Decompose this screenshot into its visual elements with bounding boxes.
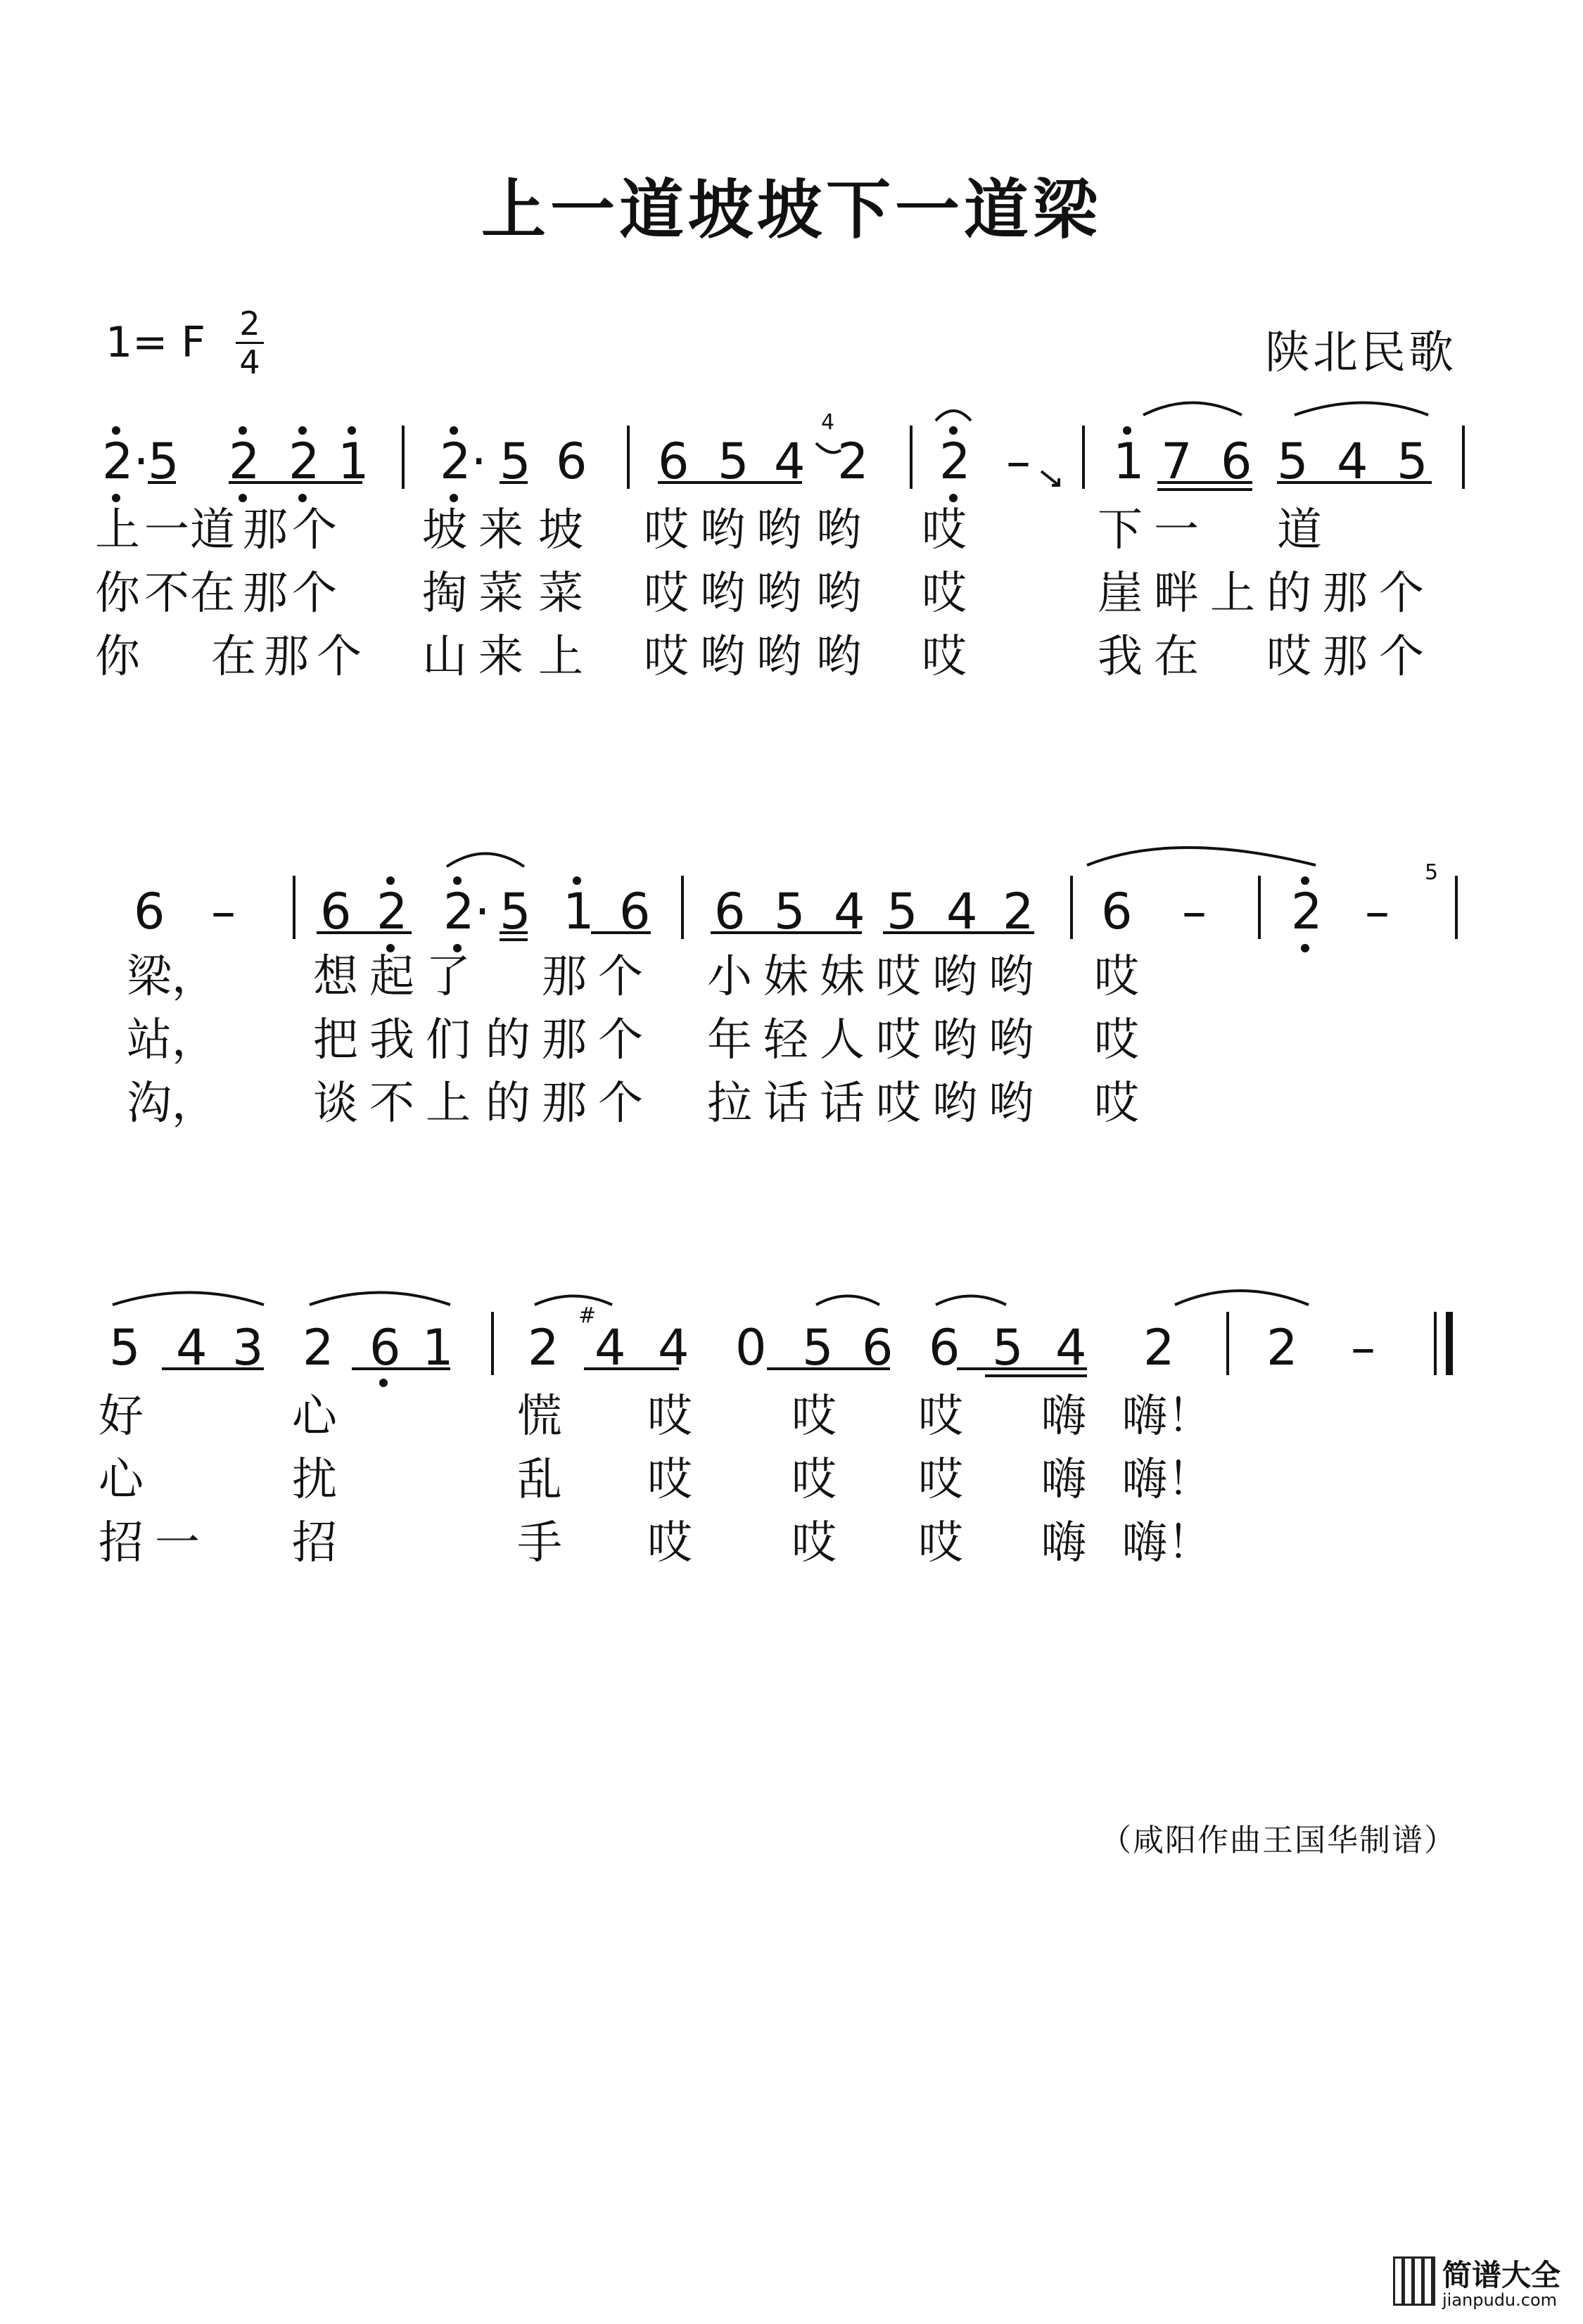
note: 6 <box>134 883 165 940</box>
lyric: 哟 <box>816 631 861 683</box>
lyric: 上 <box>538 631 583 683</box>
note: 5 <box>802 1319 834 1377</box>
lyric: 上 <box>1210 568 1255 620</box>
lyric: 个 <box>317 631 362 683</box>
lyric: 的 <box>485 1078 530 1130</box>
slur <box>1143 403 1242 416</box>
brand-watermark <box>1393 2252 1569 2316</box>
lyric: 在 <box>190 568 235 620</box>
lyric: 哟 <box>756 568 801 620</box>
lyric: 手 <box>517 1517 562 1569</box>
lyric: 哎 <box>922 504 967 556</box>
note: 4 <box>595 1319 626 1377</box>
lyric: 哎 <box>918 1454 963 1506</box>
note: 5 <box>718 433 749 490</box>
note: 4 <box>176 1319 208 1377</box>
slur <box>1295 403 1428 416</box>
note: 4 <box>774 433 806 490</box>
lyric: 哎 <box>792 1517 837 1569</box>
lyric: 哎 <box>792 1454 837 1506</box>
lyric: 拉 <box>707 1078 752 1130</box>
note: 2 <box>303 1319 334 1377</box>
note: 2 <box>837 433 869 490</box>
note: 2· <box>102 433 149 490</box>
note: 7 <box>1161 433 1193 490</box>
lyric: 畔 <box>1154 568 1199 620</box>
lyric: 哎 <box>876 951 921 1003</box>
lyric: 哎 <box>1094 951 1139 1003</box>
lyric: 招 <box>292 1517 337 1569</box>
lyric: 不 <box>369 1078 414 1130</box>
lyric: 菜 <box>538 568 583 620</box>
brand-url: jianpudu.com <box>1442 2290 1558 2310</box>
lyric: 了 <box>426 951 471 1003</box>
slur <box>936 1296 1006 1305</box>
lyric: 站， <box>127 1014 217 1066</box>
lyric: 沟， <box>127 1078 217 1130</box>
note: 4 <box>658 1319 689 1377</box>
note: 6 <box>714 883 746 940</box>
lyric: 哟 <box>756 504 801 556</box>
system2-lyrics <box>127 951 1139 1130</box>
lyric: 嗨 <box>1041 1517 1086 1569</box>
slur <box>310 1293 450 1305</box>
lyric: 个 <box>1379 631 1424 683</box>
lyric: 那 <box>542 951 587 1003</box>
lyric: 在 <box>1154 631 1199 683</box>
note: 6 <box>1101 883 1133 940</box>
note: 6 <box>1221 433 1252 490</box>
note: 6 <box>658 433 689 490</box>
slur <box>535 1296 612 1305</box>
system3-notes <box>109 1319 1375 1377</box>
lyric: 哟 <box>988 1078 1034 1130</box>
lyric: 哎 <box>922 568 967 620</box>
lyric: 我 <box>1098 631 1143 683</box>
lyric: 们 <box>426 1014 471 1066</box>
composer: 陕北民歌 <box>1265 327 1456 379</box>
lyric: 把 <box>313 1014 358 1066</box>
sharp-sign: # <box>578 1303 597 1328</box>
lyric: 道 <box>1277 504 1322 556</box>
lyric: 哎 <box>1266 631 1311 683</box>
note: 4 <box>834 883 865 940</box>
lyric: 掏 <box>422 568 467 620</box>
song-title: 上一道坡坡下一道梁 <box>481 172 1102 248</box>
lyric: 嗨！ <box>1122 1391 1212 1443</box>
slur <box>1087 848 1316 865</box>
note: 5 <box>500 883 531 940</box>
note: 6 <box>619 883 651 940</box>
lyric: 个 <box>1379 568 1424 620</box>
note: 5 <box>109 1319 141 1377</box>
note: 2· <box>443 883 490 940</box>
lyric: 扰 <box>292 1454 337 1506</box>
lyric: 妹 <box>820 951 865 1003</box>
note: 2 <box>1003 883 1034 940</box>
lyric: 心 <box>292 1391 337 1443</box>
system1-lyrics <box>95 504 1424 683</box>
note: 2 <box>288 433 320 490</box>
lyric: 来 <box>478 504 523 556</box>
lyric: 年 <box>707 1014 752 1066</box>
lyric: 上 <box>95 504 140 556</box>
lyric: 个 <box>292 504 337 556</box>
lyric: 坡 <box>538 504 583 556</box>
lyric: 哎 <box>644 568 689 620</box>
note: 1 <box>422 1319 454 1377</box>
lyric: 哎 <box>918 1391 963 1443</box>
lyric: 哟 <box>988 1014 1034 1066</box>
lyric: 一 <box>144 504 189 556</box>
note: 5 <box>774 883 806 940</box>
lyric: 哟 <box>756 631 801 683</box>
note: 5 <box>148 433 179 490</box>
lyric: 哟 <box>700 631 745 683</box>
lyric: 个 <box>598 1078 643 1130</box>
lyric: 话 <box>820 1078 865 1130</box>
time-signature-top: 2 <box>239 305 260 343</box>
lyric: 山 <box>422 631 467 683</box>
lyric: 哎 <box>1094 1014 1139 1066</box>
lyric: 坡 <box>422 504 467 556</box>
lyric: 那 <box>264 631 309 683</box>
time-signature-bottom: 4 <box>239 343 260 381</box>
note: 2 <box>939 433 971 490</box>
arranger-credit: （咸阳作曲王国华制谱） <box>1100 1822 1456 1858</box>
lyric: 乱 <box>517 1454 562 1506</box>
lyric: 慌 <box>517 1391 562 1443</box>
lyric: 的 <box>485 1014 530 1066</box>
lyric: 哎 <box>644 631 689 683</box>
lyric: 个 <box>292 568 337 620</box>
lyric: 哟 <box>932 1014 977 1066</box>
note: 1 <box>563 883 595 940</box>
lyric: 梁， <box>127 951 217 1003</box>
lyric: 不 <box>144 568 189 620</box>
note: – <box>1365 883 1390 940</box>
lyric: 哟 <box>932 1078 977 1130</box>
lyric: 个 <box>598 951 643 1003</box>
lyric: 起 <box>369 951 414 1003</box>
slur <box>816 1296 879 1305</box>
note: 2 <box>1266 1319 1298 1377</box>
grace-note: 5 <box>1425 860 1439 885</box>
slur <box>447 854 524 867</box>
note: – <box>1006 433 1031 490</box>
lyric: 小 <box>707 951 752 1003</box>
lyric: 一 <box>1154 504 1199 556</box>
lyric: 的 <box>1266 568 1311 620</box>
piano-icon <box>1393 2256 1435 2306</box>
lyric: 招 <box>98 1517 144 1569</box>
note: 1 <box>1113 433 1145 490</box>
lyric: 哎 <box>876 1014 921 1066</box>
note: – <box>1351 1319 1375 1377</box>
lyric: 哎 <box>922 631 967 683</box>
note: 6 <box>862 1319 894 1377</box>
note: 1 <box>338 433 369 490</box>
lyric: 话 <box>763 1078 808 1130</box>
lyric: 哎 <box>647 1517 692 1569</box>
lyric: 那 <box>1323 631 1368 683</box>
lyric: 那 <box>1323 568 1368 620</box>
lyric: 嗨 <box>1041 1454 1086 1506</box>
lyric: 心 <box>98 1454 144 1506</box>
glide-mark <box>1041 471 1059 485</box>
note: 5 <box>886 883 918 940</box>
lyric: 妹 <box>763 951 808 1003</box>
note: 3 <box>232 1319 264 1377</box>
lyric: 崖 <box>1098 568 1143 620</box>
lyric: 哎 <box>876 1078 921 1130</box>
lyric: 我 <box>369 1014 414 1066</box>
note: 6 <box>369 1319 401 1377</box>
lyric: 上 <box>426 1078 471 1130</box>
note: 6 <box>929 1319 960 1377</box>
note: 5 <box>1397 433 1428 490</box>
note: 2 <box>528 1319 559 1377</box>
note: 4 <box>1337 433 1368 490</box>
note: 4 <box>1055 1319 1087 1377</box>
lyric: 嗨 <box>1041 1391 1086 1443</box>
lyric: 想 <box>313 951 358 1003</box>
note: 2· <box>440 433 487 490</box>
note: 2 <box>229 433 260 490</box>
lyric: 哟 <box>816 568 861 620</box>
lyric: 嗨！ <box>1122 1454 1212 1506</box>
lyric: 你 <box>95 631 140 683</box>
key-signature: 1= F <box>106 318 206 367</box>
lyric: 那 <box>243 504 288 556</box>
note: 6 <box>556 433 587 490</box>
note: 2 <box>1291 883 1323 940</box>
note: 2 <box>1143 1319 1175 1377</box>
lyric: 那 <box>243 568 288 620</box>
note: – <box>211 883 236 940</box>
slur <box>1175 1291 1309 1305</box>
brand-name: 简谱大全 <box>1442 2258 1561 2292</box>
note: – <box>1182 883 1207 940</box>
lyric: 哟 <box>988 951 1034 1003</box>
lyric: 哟 <box>700 504 745 556</box>
lyric: 哎 <box>1094 1078 1139 1130</box>
lyric: 谈 <box>313 1078 358 1130</box>
lyric: 哎 <box>644 504 689 556</box>
lyric: 你 <box>95 568 140 620</box>
lyric: 一 <box>155 1517 200 1569</box>
system3-lyrics <box>98 1391 1212 1569</box>
lyric: 在 <box>211 631 256 683</box>
note: 5 <box>500 433 531 490</box>
lyric: 嗨！ <box>1122 1517 1212 1569</box>
grace-note: 4 <box>821 410 835 435</box>
lyric: 轻 <box>763 1014 808 1066</box>
note: 5 <box>1277 433 1309 490</box>
note: 4 <box>946 883 978 940</box>
slur <box>113 1293 264 1305</box>
fermata <box>936 411 971 421</box>
lyric: 哟 <box>700 568 745 620</box>
lyric: 哎 <box>918 1517 963 1569</box>
lyric: 道 <box>190 504 235 556</box>
lyric: 人 <box>820 1014 865 1066</box>
lyric: 哟 <box>932 951 977 1003</box>
lyric: 来 <box>478 631 523 683</box>
note: 2 <box>376 883 408 940</box>
lyric: 个 <box>598 1014 643 1066</box>
note: 6 <box>320 883 352 940</box>
lyric: 哟 <box>816 504 861 556</box>
lyric: 菜 <box>478 568 523 620</box>
lyric: 好 <box>98 1391 144 1443</box>
lyric: 下 <box>1098 504 1143 556</box>
lyric: 哎 <box>647 1454 692 1506</box>
lyric: 那 <box>542 1078 587 1130</box>
note: 0 <box>735 1319 767 1377</box>
lyric: 哎 <box>792 1391 837 1443</box>
lyric: 哎 <box>647 1391 692 1443</box>
lyric: 那 <box>542 1014 587 1066</box>
note: 5 <box>992 1319 1024 1377</box>
